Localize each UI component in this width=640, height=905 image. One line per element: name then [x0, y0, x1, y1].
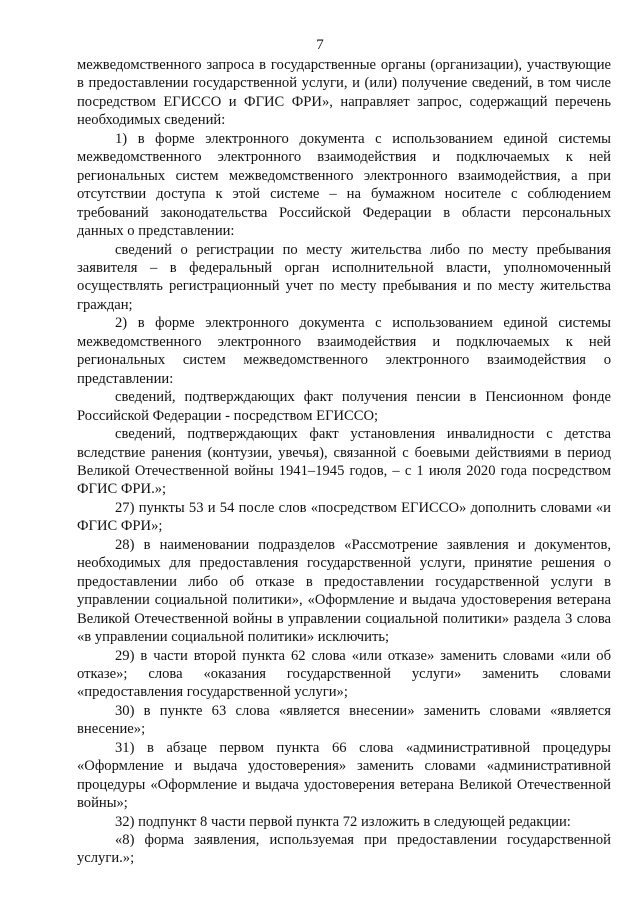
paragraph-quoted-item-8: «8) форма заявления, используемая при предоставлении государственной услуги.»; — [77, 832, 611, 867]
paragraph-item-32: 32) подпункт 8 части первой пункта 72 изложить в следующей редакции: — [115, 813, 571, 830]
paragraph-item-31: 31) в абзаце первом пункта 66 слова «административной процедуры «Оформление и выдача удостоверения» заменить словами «административной процедуры «Оформление и выдача удостоверения ветерана Великой Отечественной войны»; — [77, 739, 611, 812]
paragraph-item-1: 1) в форме электронного документа с использованием единой системы межведомственного электронного взаимодействия и подключаемых к ней региональных систем межведомственного электронного взаимодействия, а при отсутствии доступа к этой системе – на бумажном носителе с соблюдением требований законодательства Российской Федерации в области персональных данных о представлении: — [77, 130, 611, 240]
paragraph-pension-info: сведений, подтверждающих факт получения пенсии в Пенсионном фонде Российской Федерации - посредством ЕГИССО; — [77, 389, 611, 424]
paragraph-item-27: 27) пункты 53 и 54 после слов «посредством ЕГИССО» дополнить словами «и ФГИС ФРИ»; — [77, 499, 611, 535]
paragraph-item-28: 28) в наименовании подразделов «Рассмотрение заявления и документов, необходимых для предоставления государственной услуги, принятие решения о предоставлении либо об отказе в предоставлении государственной услуги в управлении социальной политики», «Оформление и выдача удостоверения ветерана Великой Отечественной войны в управлении социальной политики» раздела 3 слова «в управлении социальной политики» исключить; — [77, 536, 611, 646]
paragraph-item-30: 30) в пункте 63 слова «является внесении» заменить словами «является внесение»; — [77, 702, 611, 738]
page-number: 7 — [316, 37, 324, 53]
paragraph-item-29: 29) в части второй пункта 62 слова «или отказе» заменить словами «или об отказе»; слова «оказания государственной услуги» заменить словами «предоставления государственной услуги»; — [77, 647, 611, 701]
paragraph-item-2: 2) в форме электронного документа с использованием единой системы межведомственного электронного взаимодействия и подключаемых к ней региональных систем межведомственного электронного взаимодействия о представлении: — [77, 315, 611, 387]
document-body — [77, 56, 611, 868]
paragraph-continuation: межведомственного запроса в государственные органы (организации), участвующие в предоставлении государственной услуги, и (или) получение сведений, в том числе посредством ЕГИССО и ФГИС ФРИ», направляет запрос, содержащий перечень необходимых сведений: — [77, 57, 611, 129]
paragraph-disability-info: сведений, подтверждающих факт установления инвалидности с детства вследствие ранения (контузии, увечья), связанной с боевыми действиями в период Великой Отечественной войны 1941–1945 годов, – с 1 июля 2020 года посредством ФГИС ФРИ.»; — [77, 426, 611, 498]
paragraph-registration-info: сведений о регистрации по месту жительства либо по месту пребывания заявителя – в федеральный орган исполнительной власти, уполномоченный осуществлять регистрационный учет по месту пребывания и по месту жительства граждан; — [77, 241, 611, 313]
